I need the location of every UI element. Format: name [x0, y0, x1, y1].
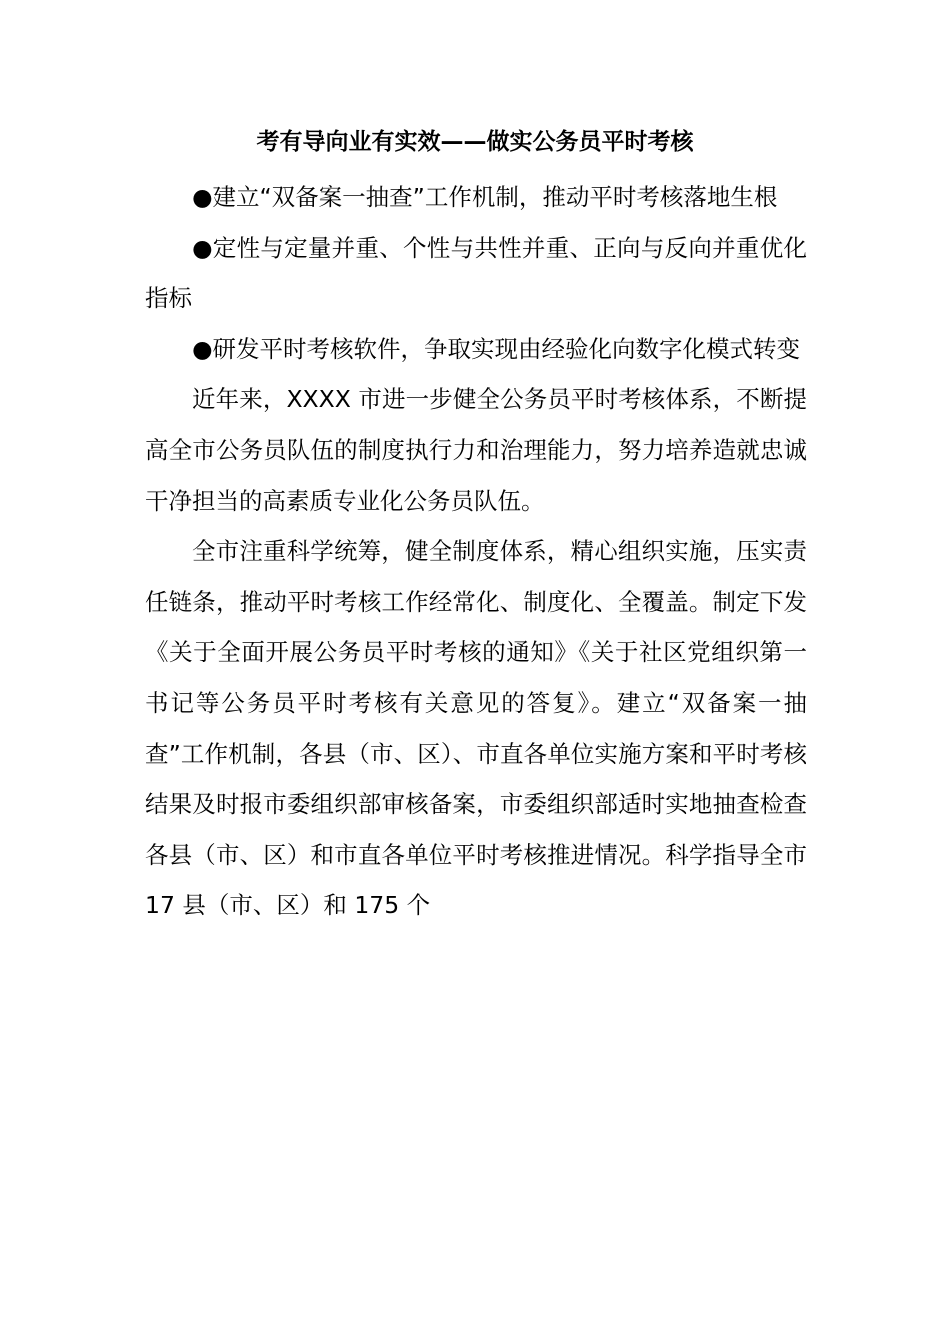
body-paragraph-measures: 全市注重科学统筹，健全制度体系，精心组织实施，压实责任链条，推动平时考核工作经常化、制度化、全覆盖。制定下发《关于全面开展公务员平时考核的通知》《关于社区党组织第一书记等公务员平时考核有关意见的答复》。建立“双备案一抽查”工作机制，各县（市、区）、市直各单位实施方案和平时考核结果及时报市委组织部审核备案，市委组织部适时实地抽查检查各县（市、区）和市直各单位平时考核推进情况。科学指导全市 17 县（市、区）和 175 个 [145, 537, 807, 920]
highlight-point-1: ●建立“双备案一抽查”工作机制，推动平时考核落地生根 [192, 183, 778, 211]
body-paragraph-intro: 近年来，XXXX 市进一步健全公务员平时考核体系，不断提高全市公务员队伍的制度执行力和治理能力，努力培养造就忠诚干净担当的高素质专业化公务员队伍。 [145, 385, 807, 515]
document-body [145, 172, 807, 931]
document-title: 考有导向业有实效——做实公务员平时考核 [256, 129, 694, 155]
highlight-point-2: ●定性与定量并重、个性与共性并重、正向与反向并重优化指标 [145, 233, 807, 313]
highlight-point-3: ●研发平时考核软件，争取实现由经验化向数字化模式转变 [192, 334, 801, 363]
